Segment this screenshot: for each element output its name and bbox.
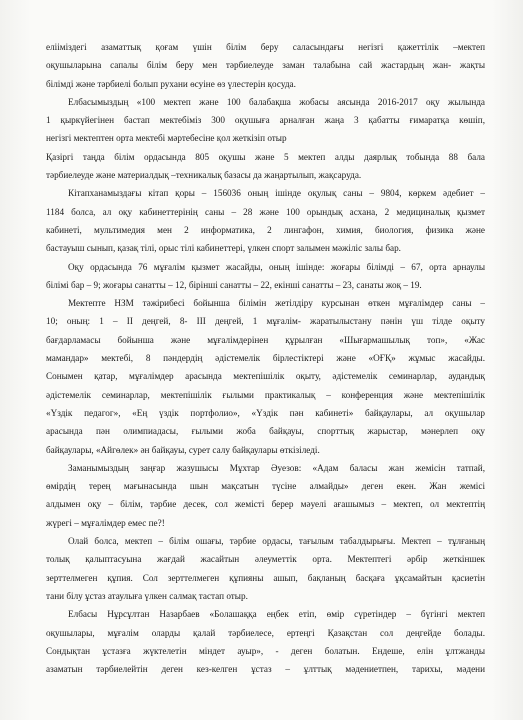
paragraph-1 xyxy=(46,38,485,93)
text-line: Сонымен қатар, мұғалімдер арасында мектепішілік оқыту, әдістемелік семинарлар, аудандық xyxy=(46,371,485,382)
text-line: тәрбиелеуде және материалдық –техникалық базасы да жаңартылып, жақсаруда. xyxy=(46,170,362,181)
paragraph-8 xyxy=(46,605,485,678)
text-line: негізгі мектептен орта мектебі мәртебесіне қол жеткізіп отыр xyxy=(46,133,287,144)
text-line: толық қалыптасуына жағдай жасайтын әлеуметтік орта. Мектептегі әрбір жеткіншек xyxy=(46,554,485,565)
text-line: өмірдің терең мағынасында шын мақсатын түсіне алмайды» деген екен. Жан жемісі xyxy=(46,481,485,492)
paragraph-5 xyxy=(46,294,485,459)
text-line: азаматын тәрбиелейтін деген кез-келген ұстаз – ұлттық мәдениетпен, тарихы, мәдени xyxy=(46,664,485,675)
text-line: оқушыларына сапалы білім беру мен тәрбиелеуде заман талабына сай жастардың жан- жақты xyxy=(46,60,485,71)
text-line: білімі бар – 9; жоғары санатты – 12, бірінші санатты – 22, екінші санатты – 23, санаты жоқ – 19. xyxy=(46,279,422,290)
text-line: бастауыш сынып, қазақ тілі, орыс тілі кабинеттері, үлкен спорт залымен мәжіліс залы бар. xyxy=(46,243,401,254)
text-line: кабинеті, мультимедия мен 2 информатика, 2 лингафон, химия, биология, физика және xyxy=(46,224,485,235)
paragraph-4 xyxy=(46,258,485,295)
text-line: Елбасымыздың «100 мектеп және 100 балабақша жобасы аясында 2016-2017 оқу жылында xyxy=(68,96,485,107)
text-line: алдымен оқу – білім, тәрбие десек, сол жемісті берер мәуелі ағашымыз – мектеп, ол мектептің xyxy=(46,499,485,510)
text-line: 1184 болса, ал оқу кабинеттерінің саны – 28 және 100 орындық асхана, 2 медициналық қызмет xyxy=(46,206,485,217)
text-line: мамандар» мектебі, 8 пәндердің әдістемелік бірлестіктері және «ОҒҚ» жұмыс жасайды. xyxy=(46,353,485,364)
text-line: тани білу ұстаз атаулыға үлкен салмақ тастап отыр. xyxy=(46,590,248,601)
text-line: Сондықтан ұстазға жүктелетін міндет ауыр», - деген болатын. Ендеше, елін ұлтжанды xyxy=(46,645,485,656)
text-line: Елбасы Нұрсұлтан Назарбаев «Болашаққа еңбек етіп, өмір сүретіндер – бүгінгі мектеп xyxy=(68,609,485,620)
paragraph-6 xyxy=(46,459,485,532)
text-line: арасында пән олимпиадасы, ғылыми жоба байқауы, спорттық жарыстар, мәнерлеп оқу xyxy=(46,426,485,437)
text-line: Заманымыздың заңғар жазушысы Мұхтар Әуезов: «Адам баласы жан жемісін татпай, xyxy=(68,462,485,473)
paragraph-7 xyxy=(46,532,485,605)
paragraph-3 xyxy=(46,184,485,257)
text-line: Қазіргі таңда білім ордасында 805 оқушы және 5 мектеп алды даярлық тобында 88 бала xyxy=(46,151,485,162)
text-line: Мектепте НЗМ тәжірибесі бойынша білімін жетілдіру курсынан өткен мұғалімдер саны – xyxy=(68,298,485,309)
text-line: Оқу ордасында 76 мұғалім қызмет жасайды, оның ішінде: жоғары білімді – 67, орта арнаулы xyxy=(68,261,485,272)
text-line: жүрегі – мұғалімдер емес пе?! xyxy=(46,517,165,528)
text-line: 1 қыркүйегінен бастап мектебіміз 300 оқушыға арналған жаңа 3 қабатты ғимаратқа көшіп, xyxy=(46,115,485,126)
text-line: Кітапханамыздағы кітап қоры – 156036 оның ішінде оқулық саны – 9804, көркем әдебиет – xyxy=(68,188,485,199)
text-line: білімді және тәрбиелі болып рухани өсуіне өз үлестерін қосуда. xyxy=(46,78,296,89)
text-line: «Үздік педагог», «Ең үздік портфолио», «Үздік пән кабинеті» байқаулары, ал оқушылар xyxy=(46,407,485,418)
text-line: Олай болса, мектеп – білім ошағы, тәрбие ордасы, тағылым табалдырығы. Мектеп – тұлғаның xyxy=(68,536,485,547)
text-line: зерттелмеген құпия. Сол зерттелмеген құпияны ашып, бақланың басқаға ұқсамайтын қасиетін xyxy=(46,572,485,583)
text-line: 10; оның: 1 – II деңгей, 8- III деңгей, 1 мұғалім- жаратылыстану пәнін үш тілде оқыту xyxy=(46,316,485,327)
text-line: елііміздегі азаматтық қоғам үшін білім беру саласындағы негізгі қажеттілік –мектеп xyxy=(46,42,485,52)
text-line: оқушылары, мұғалім оларды қалай тәрбиелесе, ертеңгі Қазақстан сол деңгейде болады. xyxy=(46,627,485,638)
text-line: бағдарламасы бойынша және мұғалімдерінен құрылған «Шығармашылық топ», «Жас xyxy=(46,334,485,345)
text-line: байқаулары, «Айгөлек» ән байқауы, сурет салу байқаулары өткізіледі. xyxy=(46,444,320,455)
text-line: әдістемелік семинарлар, мектепішілік ғылыми практикалық – конференция және мектепішілік xyxy=(46,389,485,400)
paragraph-2 xyxy=(46,93,485,184)
